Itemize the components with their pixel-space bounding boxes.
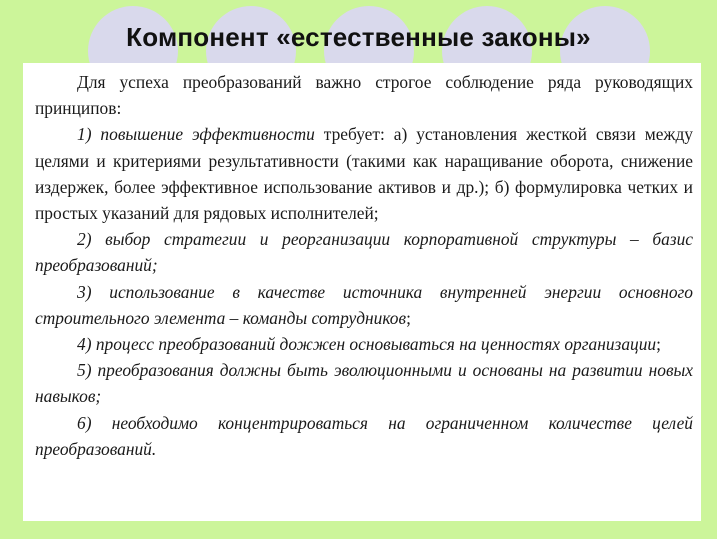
principle-heading: 4) процесс преобразований дожжен основываться на ценностях организации xyxy=(77,334,657,355)
intro-paragraph: Для успеха преобразований важно строгое соблюдение ряда руководящих принципов: xyxy=(35,72,693,119)
principle-heading: 2) выбор стратегии и реорганизации корпоративной структуры – базис преобразований; xyxy=(35,229,693,276)
principle-heading: 3) использование в качестве источника внутренней энергии основного строительного элемента – команды сотрудников xyxy=(35,281,693,328)
principle-item xyxy=(35,226,693,278)
principle-item xyxy=(35,279,693,331)
principle-item xyxy=(35,121,693,226)
principle-heading: 1) повышение эффективности xyxy=(77,124,315,145)
principle-heading: 6) необходимо концентрироваться на ограниченном количестве целей преобразований. xyxy=(35,412,693,459)
document-page xyxy=(23,63,701,521)
principle-heading: 5) преобразования должны быть эволюционными и основаны на развитии новых навыков; xyxy=(35,360,693,407)
principle-text: ; xyxy=(406,307,411,328)
principle-item xyxy=(35,357,693,409)
principle-text: ; xyxy=(656,334,661,355)
principle-item xyxy=(35,410,693,462)
principle-item xyxy=(35,331,693,357)
principle-text: требует: а) установления жесткой связи между целями и критериями результативности (такими как наращивание оборота, снижение издержек, более эффективное использование активов и др.); б) формулировка четких и простых указаний для рядовых исполнителей; xyxy=(35,124,693,224)
slide-title: Компонент «естественные законы» xyxy=(126,22,591,52)
